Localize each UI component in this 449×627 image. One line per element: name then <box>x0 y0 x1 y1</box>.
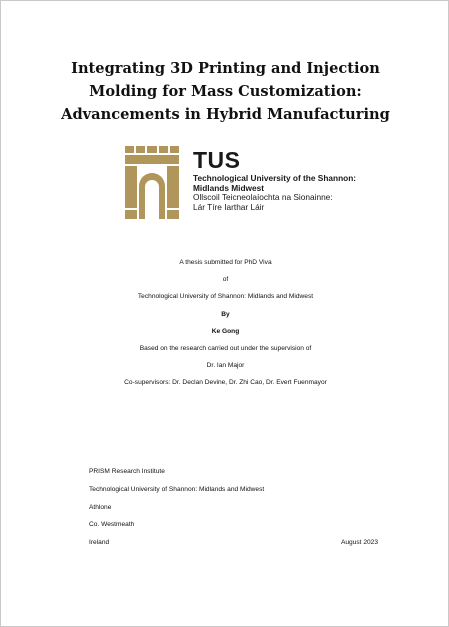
address-line-2: Technological University of Shannon: Midlands and Midwest <box>89 485 265 493</box>
address-line-4: Co. Westmeath <box>89 521 135 529</box>
university-logo-text <box>193 149 393 212</box>
supervisor-name: Dr. Ian Major <box>206 362 245 370</box>
submission-of: of <box>222 276 229 284</box>
tus-castle-arch-icon <box>125 146 179 219</box>
address-line-1: PRISM Research Institute <box>89 468 165 475</box>
thesis-title-line-2: Molding for Mass Customization: <box>89 83 362 100</box>
submission-date: August 2023 <box>340 539 378 546</box>
submission-by: By <box>221 310 230 318</box>
author-name: Ke Gong <box>211 327 240 335</box>
address-line-5: Ireland <box>89 539 110 547</box>
address-line-3: Athlone <box>89 503 112 511</box>
submission-details <box>41 254 410 392</box>
thesis-title <box>41 57 410 126</box>
logo-name-irish-line-2: Lár Tíre Iarthar Láir <box>193 201 265 212</box>
logo-name-english-line-1: Technological University of the Shannon: <box>193 173 357 183</box>
supervision-statement: Based on the research carried out under the supervision of <box>139 344 312 352</box>
logo-name-irish-line-1: Ollscoil Teicneolaíochta na Sionainne: <box>193 192 333 203</box>
co-supervisors: Co-supervisors: Dr. Declan Devine, Dr. Zhi Cao, Dr. Evert Fuenmayor <box>124 379 327 387</box>
thesis-title-line-3: Advancements in Hybrid Manufacturing <box>61 106 390 123</box>
logo-abbrev: TUS <box>193 147 241 173</box>
logo-name-english-line-2: Midlands Midwest <box>193 182 264 193</box>
thesis-title-line-1: Integrating 3D Printing and Injection <box>71 60 380 77</box>
submission-institution: Technological University of Shannon: Midlands and Midwest <box>137 293 314 301</box>
submission-statement: A thesis submitted for PhD Viva <box>179 259 272 266</box>
